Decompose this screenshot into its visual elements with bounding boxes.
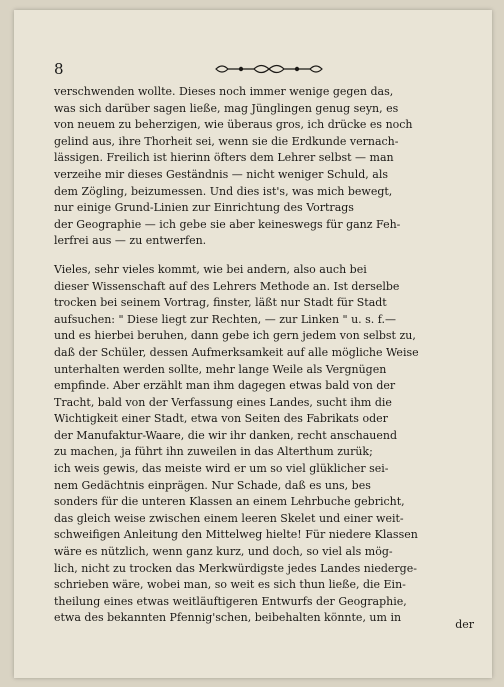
book-page (14, 10, 492, 678)
text-line: empfinde. Aber erzählt man ihm dagegen etwas bald von der (54, 379, 396, 393)
text-line: nur einige Grund-Linien zur Einrichtung des Vortrags (54, 201, 354, 215)
text-line: und es hierbei beruhen, dann gebe ich gern jedem von selbst zu, (54, 329, 416, 343)
text-line: schrieben wäre, wobei man, so weit es sich thun ließe, die Ein- (54, 578, 406, 592)
text-line: sonders für die unteren Klassen an einem Lehrbuche gebricht, (54, 495, 405, 509)
body-text (54, 84, 474, 627)
text-line: nem Gedächtnis einprägen. Nur Schade, daß es uns, bes (54, 478, 371, 492)
text-line: der Manufaktur-Waare, die wir ihr danken, recht anschauend (54, 428, 397, 442)
text-line: verschwenden wollte. Dieses noch immer wenige gegen das, (54, 85, 394, 98)
text-line: von neuem zu beherzigen, wie überaus gros, ich drücke es noch (54, 118, 413, 132)
paragraph-1 (54, 84, 474, 250)
paragraph-gap (54, 250, 474, 262)
text-line: der Geographie — ich gebe sie aber keineswegs für ganz Feh- (54, 217, 401, 231)
text-line: unterhalten werden sollte, mehr lange Weile als Vergnügen (54, 362, 387, 376)
catchword: der (455, 618, 474, 631)
text-line: verzeihe mir dieses Geständnis — nicht weniger Schuld, als (54, 167, 388, 181)
text-line: Tracht, bald von der Verfassung eines Landes, sucht ihm die (54, 395, 392, 409)
text-line: gelind aus, ihre Thorheit sei, wenn sie die Erdkunde vernach- (54, 134, 399, 148)
text-line: etwa des bekannten Pfennig'schen, beibehalten könnte, um in (54, 611, 402, 625)
text-line: ich weis gewis, das meiste wird er um so viel glüklicher sei- (54, 462, 389, 476)
paragraph-2 (54, 262, 474, 627)
ornament-divider-icon (214, 62, 324, 76)
text-line: theilung eines etwas weitläuftigeren Entwurfs der Geographie, (54, 594, 407, 608)
text-line: schweifigen Anleitung den Mittelweg hielte! Für niedere Klassen (54, 528, 418, 542)
text-line: dieser Wissenschaft auf des Lehrers Methode an. Ist derselbe (54, 279, 400, 293)
text-line: aufsuchen: " Diese liegt zur Rechten, — zur Linken " u. s. f.— (54, 312, 396, 326)
text-line: lerfrei aus — zu entwerfen. (54, 234, 207, 248)
text-line: Vieles, sehr vieles kommt, wie bei andern, also auch bei (54, 262, 367, 276)
text-line: daß der Schüler, dessen Aufmerksamkeit auf alle mögliche Weise (54, 345, 419, 359)
page-header (54, 60, 474, 80)
page-number: 8 (54, 60, 64, 78)
text-line: lich, nicht zu trocken das Merkwürdigste jedes Landes niederge- (54, 561, 417, 575)
text-line: das gleich weise zwischen einem leeren Skelet und einer weit- (54, 511, 404, 525)
text-line: Wichtigkeit einer Stadt, etwa von Seiten des Fabrikats oder (54, 412, 388, 426)
text-line: lässigen. Freilich ist hierinn öfters dem Lehrer selbst — man (54, 151, 394, 165)
text-line: trocken bei seinem Vortrag, finster, läßt nur Stadt für Stadt (54, 296, 387, 310)
text-line: dem Zögling, beizumessen. Und dies ist's, was mich bewegt, (54, 184, 393, 198)
text-line: was sich darüber sagen ließe, mag Jünglingen genug seyn, es (54, 101, 399, 115)
text-line: zu machen, ja führt ihn zuweilen in das Alterthum zurük; (54, 445, 373, 459)
text-line: wäre es nützlich, wenn ganz kurz, und doch, so viel als mög- (54, 545, 393, 559)
